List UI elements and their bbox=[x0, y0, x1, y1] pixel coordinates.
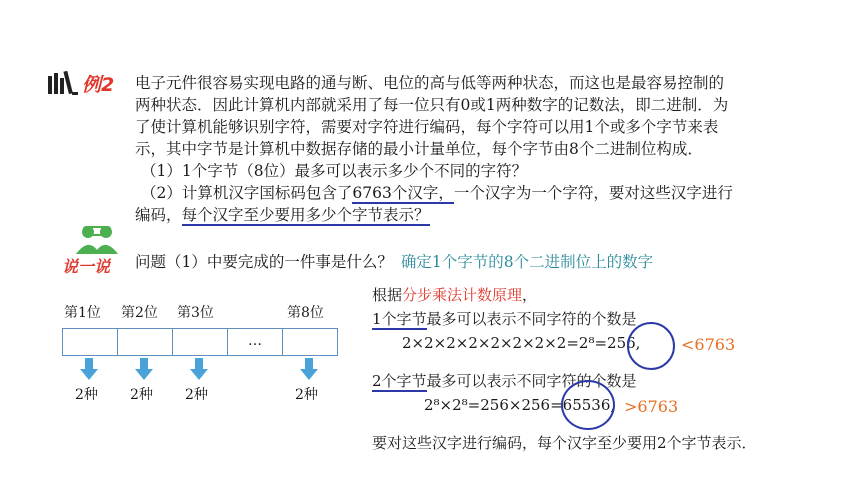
bit-box-3 bbox=[172, 328, 228, 356]
highlight-circle-256 bbox=[627, 322, 675, 370]
discuss-badge-icon bbox=[62, 224, 134, 276]
bit-kind-1: 2种 bbox=[75, 387, 98, 403]
example-line-2: 两种状态．因此计算机内部就采用了每一位只有0或1两种数字的记数法，即二进制．为 bbox=[135, 96, 729, 114]
example-line-4: 示，其中字节是计算机中数据存储的最小计量单位，每个字节由8个二进制位构成． bbox=[135, 140, 703, 158]
example-badge-label: 例2 bbox=[82, 74, 115, 96]
question-2-line-1 bbox=[135, 182, 835, 204]
two-byte-label: 2个字节 bbox=[372, 372, 427, 390]
arrow-down-icon bbox=[80, 358, 98, 382]
principle-suffix: ， bbox=[522, 286, 538, 304]
bit-box-ellipsis: … bbox=[227, 328, 283, 356]
bit-kind-2: 2种 bbox=[130, 387, 153, 403]
one-byte-line bbox=[372, 308, 637, 329]
example-line-1: 电子元件很容易实现电路的通与断、电位的高与低等两种状态，而这也是最容易控制的 bbox=[135, 74, 725, 92]
bit-label-8: 第8位 bbox=[287, 305, 324, 321]
bit-box-2 bbox=[117, 328, 173, 356]
discuss-question: 问题（1）中要完成的一件事是什么？ bbox=[135, 253, 393, 271]
highlight-circle-65536 bbox=[561, 380, 615, 430]
bit-kind-3: 2种 bbox=[185, 387, 208, 403]
q2-underlined-count: 6763个汉字， bbox=[352, 184, 454, 202]
q2-part-a: （2）计算机汉字国标码包含了 bbox=[141, 184, 353, 202]
q2-part-d: 编码， bbox=[135, 206, 182, 224]
bit-box-8 bbox=[282, 328, 338, 356]
formula-1: 2×2×2×2×2×2×2×2=2⁸=256, bbox=[402, 334, 641, 352]
q2-underlined-question: 每个汉字至少要用多少个字节表示？ bbox=[181, 206, 430, 224]
arrow-down-icon bbox=[190, 358, 208, 382]
discuss-question-row bbox=[135, 250, 653, 272]
two-byte-text: 最多可以表示不同字符的个数是 bbox=[426, 372, 637, 390]
arrow-down-icon bbox=[135, 358, 153, 382]
conclusion: 要对这些汉字进行编码，每个汉字至少要用2个字节表示． bbox=[372, 434, 757, 452]
discuss-badge-label: 说一说 bbox=[62, 257, 111, 276]
principle-line bbox=[372, 284, 537, 305]
discuss-answer: 确定1个字节的8个二进制位上的数字 bbox=[400, 253, 654, 271]
bit-label-1: 第1位 bbox=[64, 305, 101, 321]
bit-kind-8: 2种 bbox=[295, 387, 318, 403]
principle-name: 分步乘法计数原理 bbox=[402, 286, 523, 304]
bit-box-1 bbox=[62, 328, 118, 356]
principle-prefix: 根据 bbox=[372, 286, 403, 304]
bit-label-2: 第2位 bbox=[121, 305, 158, 321]
question-2-line-2 bbox=[135, 204, 835, 226]
one-byte-label: 1个字节 bbox=[372, 310, 427, 328]
compare-2: >6763 bbox=[624, 397, 679, 416]
question-1: （1）1个字节（8位）最多可以表示多少个不同的字符？ bbox=[141, 162, 528, 180]
formula-2: 2⁸×2⁸=256×256=65536, bbox=[424, 396, 616, 414]
compare-1: <6763 bbox=[681, 335, 736, 354]
one-byte-text: 最多可以表示不同字符的个数是 bbox=[426, 310, 637, 328]
example-line-3: 了使计算机能够识别字符，需要对字符进行编码，每个字符可以用1个或多个字节来表 bbox=[135, 118, 719, 136]
example-badge-icon bbox=[48, 70, 130, 96]
bit-label-3: 第3位 bbox=[177, 305, 214, 321]
q2-part-c: 一个汉字为一个字符，要对这些汉字进行 bbox=[453, 184, 733, 202]
arrow-down-icon bbox=[300, 358, 318, 382]
example-text bbox=[135, 72, 835, 226]
